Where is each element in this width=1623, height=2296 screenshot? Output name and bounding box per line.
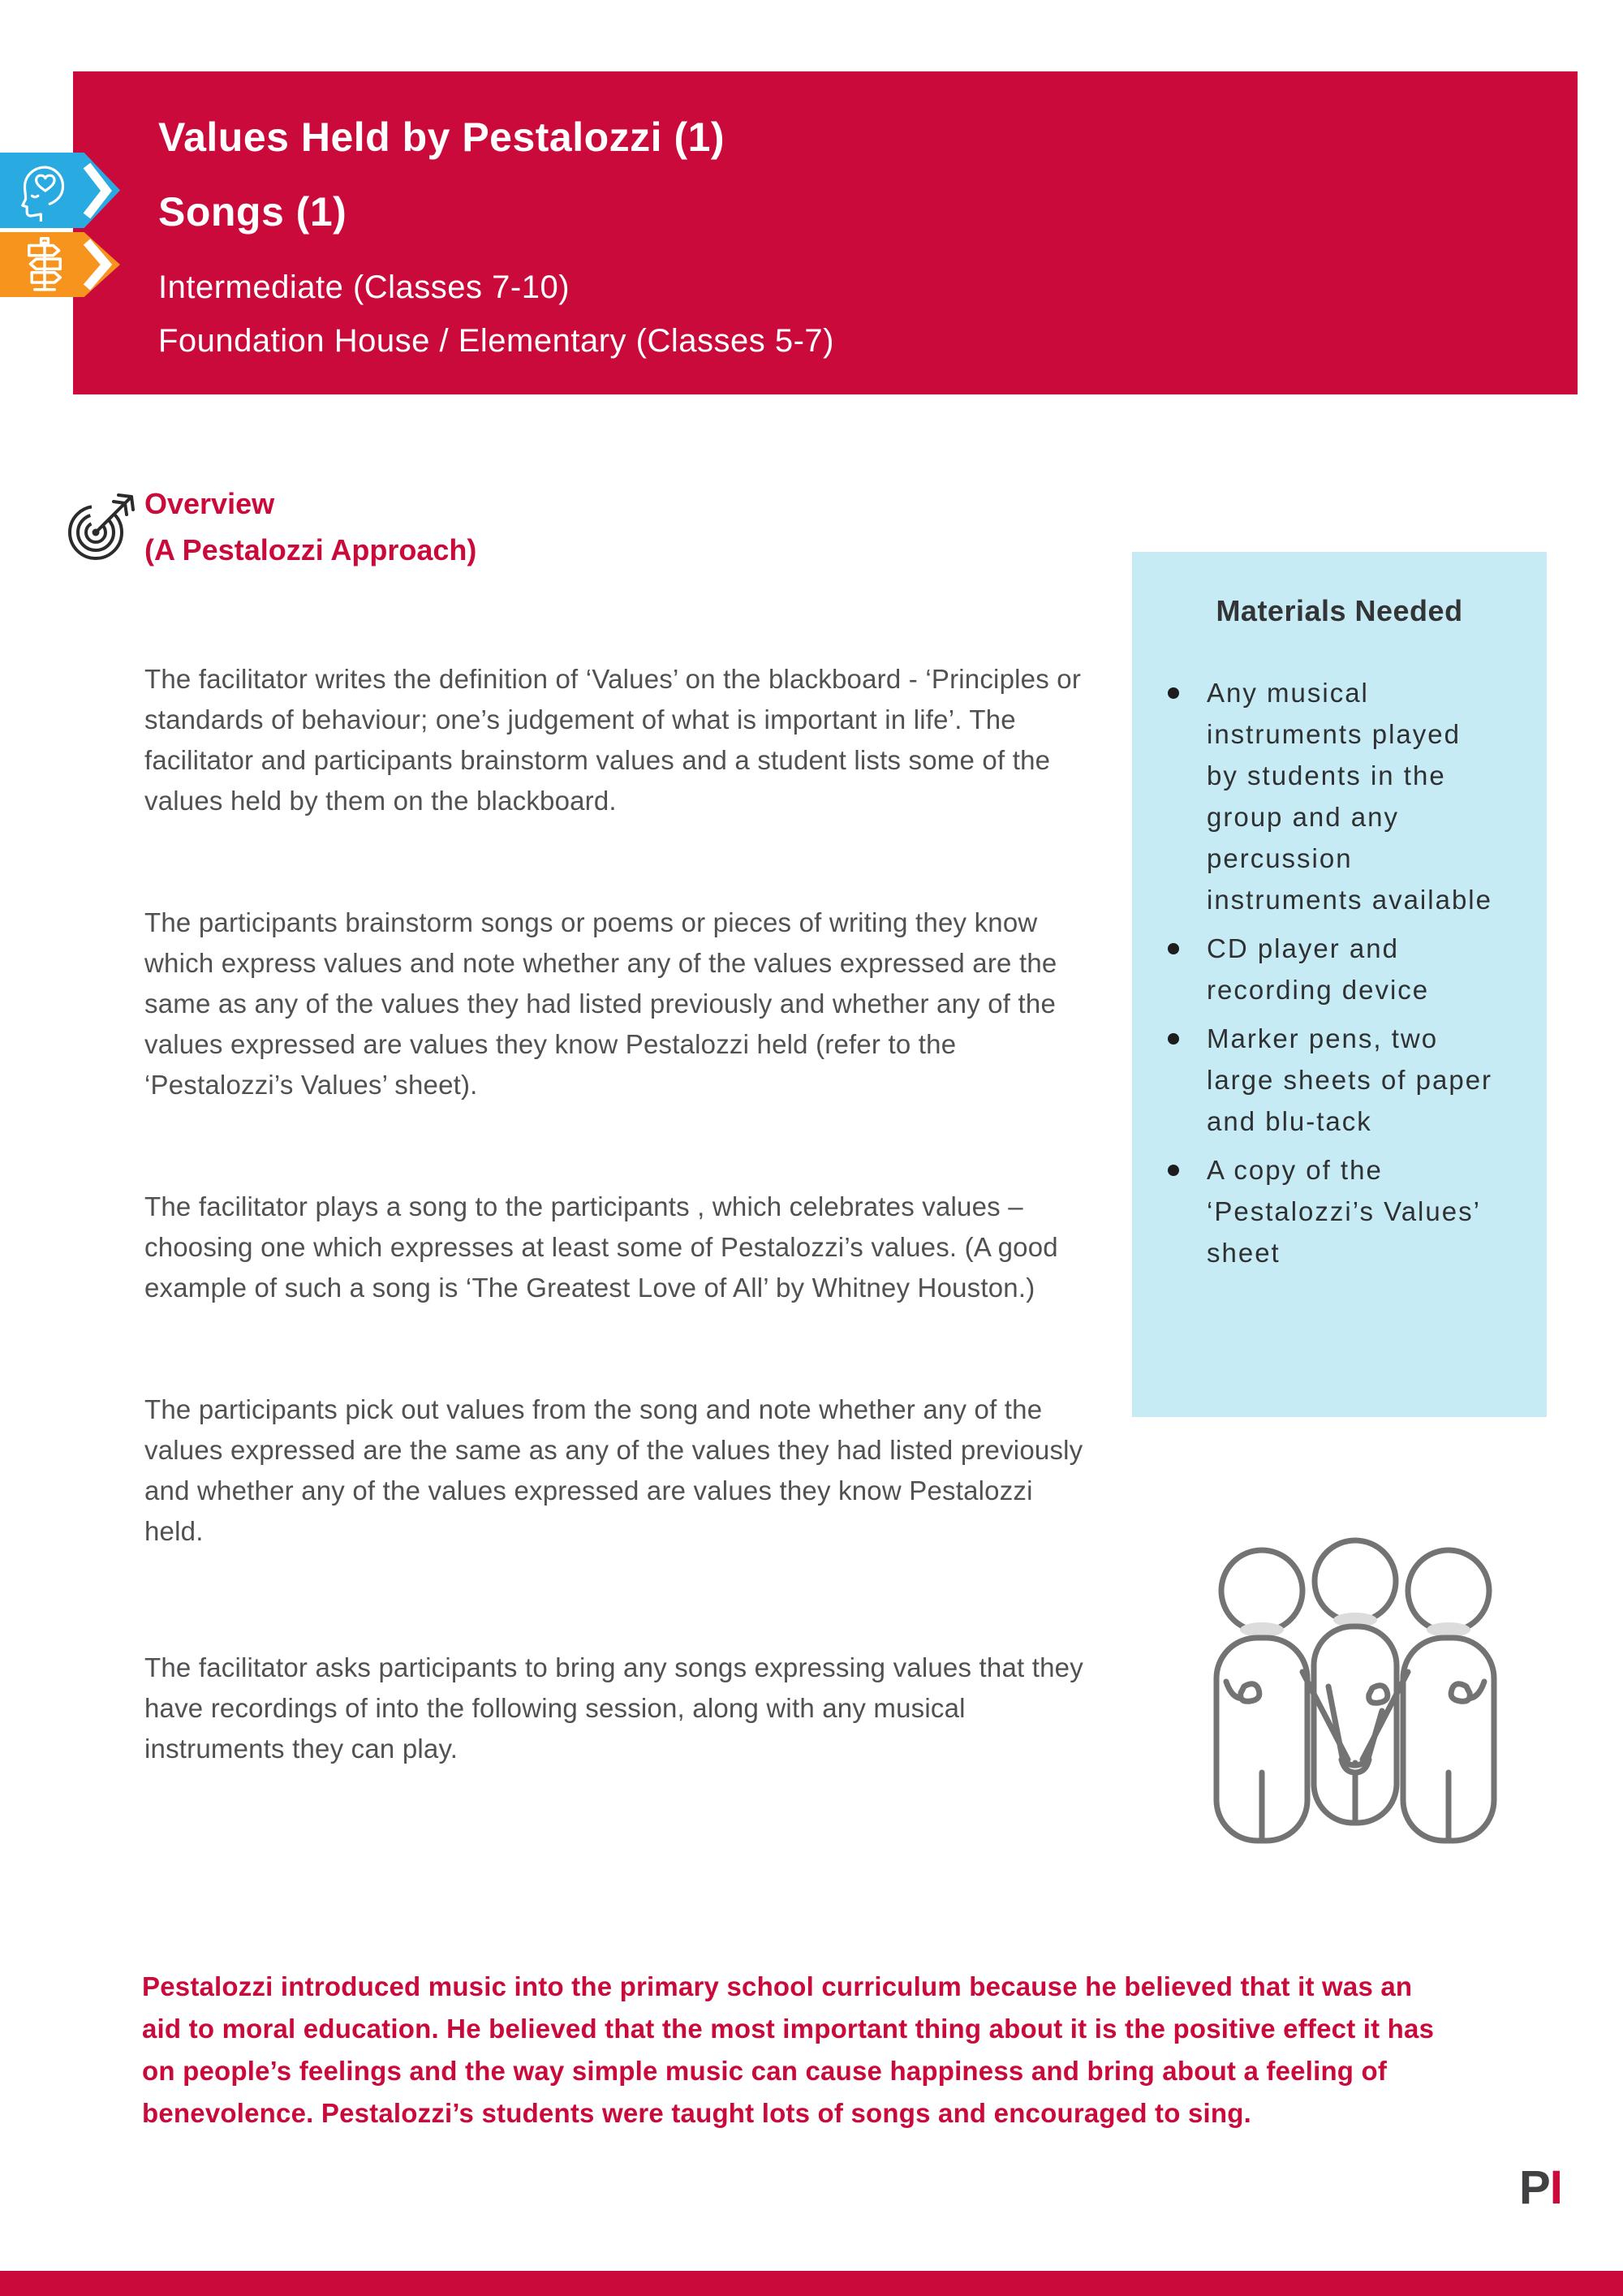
page-title-line1: Values Held by Pestalozzi (1) bbox=[158, 114, 725, 160]
page-subtitle-line1: Intermediate (Classes 7-10) bbox=[158, 269, 570, 305]
logo-letter-i: I bbox=[1549, 2161, 1562, 2214]
callout-text: Pestalozzi introduced music into the primary school curriculum because he believed that it was an aid to moral education. He believed that the most important thing about it is the positive effect it has on people’s feelings and the way simple music can cause happiness and bring about a feeling of benevolence. Pestalozzi’s students were taught lots of songs and encouraged to sing. bbox=[142, 1971, 1435, 2128]
materials-item-label: Marker pens, two large sheets of paper and blu-tack bbox=[1207, 1023, 1493, 1136]
overview-heading bbox=[144, 480, 476, 573]
materials-item-label: Any musical instruments played by students in the group and any percussion instruments available bbox=[1207, 678, 1492, 915]
people-holding-hands-illustration bbox=[1181, 1519, 1530, 1868]
body-paragraph: The facilitator plays a song to the participants , which celebrates values – choosing one which expresses at least some of Pestalozzi’s values. (A good example of such a song is ‘The Greatest Love of All’ by Whitney Houston.) bbox=[144, 1191, 1058, 1303]
bullet-dot-icon bbox=[1168, 943, 1179, 954]
materials-item-label: CD player and recording device bbox=[1207, 933, 1430, 1005]
list-item bbox=[1163, 928, 1499, 1010]
body-paragraph: The facilitator writes the definition of ‘Values’ on the blackboard - ‘Principles or standards of behaviour; one’s judgement of what is important in life’. The facilitator and participants brainstorm values and a student lists some of the values held by them on the blackboard. bbox=[144, 664, 1082, 816]
body-paragraph: The facilitator asks participants to bring any songs expressing values that they have recordings of into the following session, along with any musical instruments they can play. bbox=[144, 1652, 1083, 1764]
header-banner bbox=[73, 71, 1578, 394]
overview-heading-line1: Overview bbox=[144, 487, 275, 520]
materials-item-label: A copy of the ‘Pestalozzi’s Values’ sheet bbox=[1207, 1155, 1480, 1268]
overview-heading-line2: (A Pestalozzi Approach) bbox=[144, 533, 477, 566]
bullet-dot-icon bbox=[1168, 1033, 1179, 1045]
pi-logo bbox=[1519, 2161, 1562, 2214]
head-with-heart-icon bbox=[13, 160, 75, 222]
list-item bbox=[1163, 1018, 1499, 1142]
bullet-dot-icon bbox=[1168, 687, 1179, 699]
materials-title: Materials Needed bbox=[1216, 594, 1463, 627]
list-item bbox=[1163, 672, 1499, 920]
logo-letter-p: P bbox=[1519, 2161, 1550, 2214]
page-subtitle-line2: Foundation House / Elementary (Classes 5-7) bbox=[158, 323, 834, 359]
list-item bbox=[1163, 1149, 1499, 1273]
page-title-line2: Songs (1) bbox=[158, 189, 347, 235]
materials-list bbox=[1163, 672, 1512, 1281]
body-paragraph: The participants pick out values from the song and note whether any of the values expressed are the same as any of the values they had listed previously and whether any of the values expressed are values they know Pestalozzi held. bbox=[144, 1394, 1083, 1546]
footer-bar bbox=[0, 2271, 1623, 2296]
materials-panel bbox=[1132, 552, 1547, 1417]
target-arrow-icon bbox=[65, 477, 140, 565]
bullet-dot-icon bbox=[1168, 1165, 1179, 1176]
signpost-icon bbox=[18, 237, 71, 294]
body-paragraph: The participants brainstorm songs or poems or pieces of writing they know which express values and note whether any of the values expressed are the same as any of the values they had listed previously and whether any of the values expressed are values they know Pestalozzi held (refer to the ‘Pestalozzi’s Values’ sheet). bbox=[144, 907, 1057, 1100]
